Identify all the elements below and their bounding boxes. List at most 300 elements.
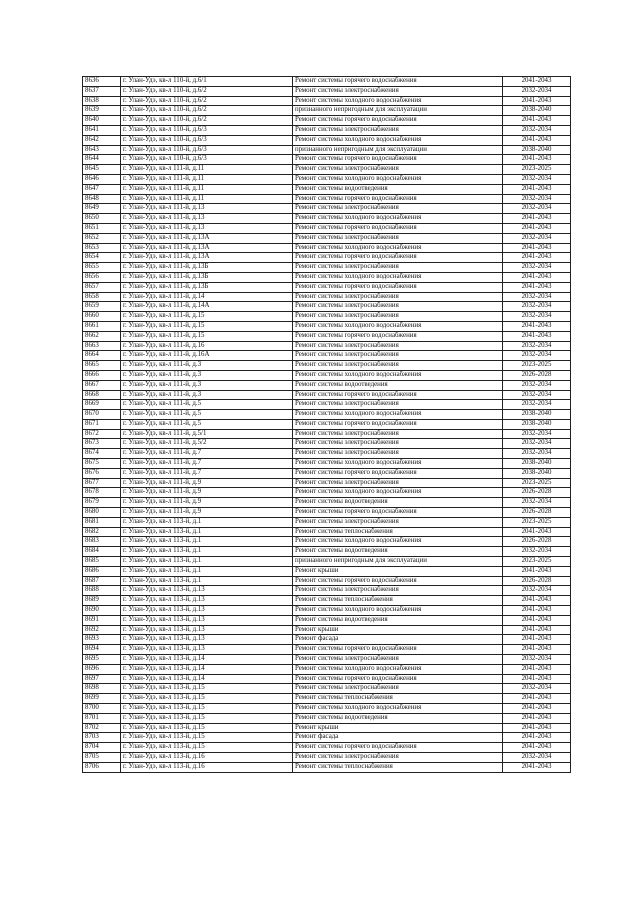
period-cell: 2032-2034 bbox=[503, 174, 571, 184]
table-row bbox=[83, 116, 571, 126]
period-cell: 2041-2043 bbox=[503, 214, 571, 224]
address-cell: г. Улан-Удэ, кв-л 110-й, д.6/3 bbox=[121, 155, 293, 165]
table-row bbox=[83, 77, 571, 87]
address-cell: г. Улан-Удэ, кв-л 113-й, д.13 bbox=[121, 596, 293, 606]
row-number: 8693 bbox=[83, 635, 121, 645]
work-type-cell: Ремонт системы электроснабжения bbox=[293, 429, 503, 439]
address-cell: г. Улан-Удэ, кв-л 110-й, д.6/2 bbox=[121, 86, 293, 96]
work-type-cell: Ремонт фасада bbox=[293, 635, 503, 645]
period-cell: 2041-2043 bbox=[503, 135, 571, 145]
table-row bbox=[83, 596, 571, 606]
address-cell: г. Улан-Удэ, кв-л 111-й, д.13 bbox=[121, 223, 293, 233]
period-cell: 2038-2040 bbox=[503, 468, 571, 478]
table-row bbox=[83, 253, 571, 263]
table-row bbox=[83, 419, 571, 429]
table-row bbox=[83, 752, 571, 762]
row-number: 8663 bbox=[83, 341, 121, 351]
row-number: 8650 bbox=[83, 214, 121, 224]
address-cell: г. Улан-Удэ, кв-л 111-й, д.7 bbox=[121, 449, 293, 459]
table-row bbox=[83, 635, 571, 645]
address-cell: г. Улан-Удэ, кв-л 113-й, д.1 bbox=[121, 557, 293, 567]
table-row bbox=[83, 449, 571, 459]
row-number: 8691 bbox=[83, 615, 121, 625]
work-type-cell: Ремонт системы водоотведения bbox=[293, 615, 503, 625]
work-type-cell: Ремонт системы горячего водоснабжения bbox=[293, 223, 503, 233]
work-type-cell: Ремонт системы электроснабжения bbox=[293, 292, 503, 302]
period-cell: 2026-2028 bbox=[503, 508, 571, 518]
address-cell: г. Улан-Удэ, кв-л 113-й, д.1 bbox=[121, 576, 293, 586]
address-cell: г. Улан-Удэ, кв-л 113-й, д.15 bbox=[121, 694, 293, 704]
table-row bbox=[83, 586, 571, 596]
address-cell: г. Улан-Удэ, кв-л 111-й, д.3 bbox=[121, 380, 293, 390]
address-cell: г. Улан-Удэ, кв-л 113-й, д.15 bbox=[121, 743, 293, 753]
row-number: 8659 bbox=[83, 302, 121, 312]
row-number: 8695 bbox=[83, 655, 121, 665]
period-cell: 2041-2043 bbox=[503, 184, 571, 194]
row-number: 8662 bbox=[83, 331, 121, 341]
row-number: 8694 bbox=[83, 645, 121, 655]
work-type-cell: Ремонт системы холодного водоснабжения bbox=[293, 704, 503, 714]
address-cell: г. Улан-Удэ, кв-л 113-й, д.15 bbox=[121, 684, 293, 694]
address-cell: г. Улан-Удэ, кв-л 110-й, д.6/3 bbox=[121, 145, 293, 155]
table-row bbox=[83, 155, 571, 165]
work-type-cell: Ремонт системы холодного водоснабжения bbox=[293, 272, 503, 282]
work-type-cell: Ремонт системы электроснабжения bbox=[293, 684, 503, 694]
row-number: 8679 bbox=[83, 498, 121, 508]
address-cell: г. Улан-Удэ, кв-л 110-й, д.6/1 bbox=[121, 77, 293, 87]
work-type-cell: Ремонт системы горячего водоснабжения bbox=[293, 576, 503, 586]
row-number: 8698 bbox=[83, 684, 121, 694]
work-type-cell: Ремонт системы горячего водоснабжения bbox=[293, 155, 503, 165]
address-cell: г. Улан-Удэ, кв-л 113-й, д.1 bbox=[121, 527, 293, 537]
address-cell: г. Улан-Удэ, кв-л 111-й, д.13 bbox=[121, 214, 293, 224]
table-row bbox=[83, 429, 571, 439]
work-type-cell: Ремонт системы горячего водоснабжения bbox=[293, 253, 503, 263]
row-number: 8686 bbox=[83, 566, 121, 576]
table-row bbox=[83, 106, 571, 116]
address-cell: г. Улан-Удэ, кв-л 111-й, д.13А bbox=[121, 233, 293, 243]
row-number: 8692 bbox=[83, 625, 121, 635]
row-number: 8637 bbox=[83, 86, 121, 96]
work-type-cell: Ремонт системы горячего водоснабжения bbox=[293, 282, 503, 292]
period-cell: 2041-2043 bbox=[503, 743, 571, 753]
address-cell: г. Улан-Удэ, кв-л 111-й, д.14 bbox=[121, 292, 293, 302]
period-cell: 2032-2034 bbox=[503, 125, 571, 135]
address-cell: г. Улан-Удэ, кв-л 111-й, д.15 bbox=[121, 312, 293, 322]
table-row bbox=[83, 341, 571, 351]
row-number: 8678 bbox=[83, 488, 121, 498]
work-type-cell: Ремонт системы теплоснабжения bbox=[293, 694, 503, 704]
address-cell: г. Улан-Удэ, кв-л 113-й, д.1 bbox=[121, 566, 293, 576]
row-number: 8653 bbox=[83, 243, 121, 253]
row-number: 8641 bbox=[83, 125, 121, 135]
work-type-cell: Ремонт системы горячего водоснабжения bbox=[293, 194, 503, 204]
period-cell: 2038-2040 bbox=[503, 459, 571, 469]
address-cell: г. Улан-Удэ, кв-л 113-й, д.13 bbox=[121, 586, 293, 596]
table-row bbox=[83, 400, 571, 410]
row-number: 8656 bbox=[83, 272, 121, 282]
table-row bbox=[83, 527, 571, 537]
period-cell: 2041-2043 bbox=[503, 635, 571, 645]
period-cell: 2038-2040 bbox=[503, 419, 571, 429]
table-row bbox=[83, 370, 571, 380]
row-number: 8639 bbox=[83, 106, 121, 116]
row-number: 8668 bbox=[83, 390, 121, 400]
address-cell: г. Улан-Удэ, кв-л 111-й, д.13Б bbox=[121, 272, 293, 282]
work-type-cell: Ремонт системы теплоснабжения bbox=[293, 527, 503, 537]
work-type-cell: Ремонт фасада bbox=[293, 733, 503, 743]
table-body bbox=[83, 77, 571, 773]
work-type-cell: Ремонт системы горячего водоснабжения bbox=[293, 674, 503, 684]
work-type-cell: Ремонт системы горячего водоснабжения bbox=[293, 743, 503, 753]
row-number: 8681 bbox=[83, 517, 121, 527]
table-row bbox=[83, 459, 571, 469]
period-cell: 2026-2028 bbox=[503, 488, 571, 498]
row-number: 8667 bbox=[83, 380, 121, 390]
table-row bbox=[83, 184, 571, 194]
table-row bbox=[83, 233, 571, 243]
table-row bbox=[83, 713, 571, 723]
table-row bbox=[83, 86, 571, 96]
period-cell: 2032-2034 bbox=[503, 752, 571, 762]
table-row bbox=[83, 704, 571, 714]
work-type-cell: Ремонт системы водоотведения bbox=[293, 498, 503, 508]
row-number: 8703 bbox=[83, 733, 121, 743]
table-row bbox=[83, 204, 571, 214]
period-cell: 2032-2034 bbox=[503, 586, 571, 596]
work-type-cell: Ремонт системы электроснабжения bbox=[293, 263, 503, 273]
work-type-cell: Ремонт системы холодного водоснабжения bbox=[293, 96, 503, 106]
address-cell: г. Улан-Удэ, кв-л 113-й, д.13 bbox=[121, 635, 293, 645]
period-cell: 2038-2040 bbox=[503, 410, 571, 420]
table-row bbox=[83, 351, 571, 361]
row-number: 8684 bbox=[83, 547, 121, 557]
period-cell: 2041-2043 bbox=[503, 733, 571, 743]
address-cell: г. Улан-Удэ, кв-л 113-й, д.15 bbox=[121, 704, 293, 714]
address-cell: г. Улан-Удэ, кв-л 113-й, д.13 bbox=[121, 625, 293, 635]
period-cell: 2041-2043 bbox=[503, 223, 571, 233]
period-cell: 2032-2034 bbox=[503, 449, 571, 459]
work-type-cell: Ремонт системы электроснабжения bbox=[293, 478, 503, 488]
period-cell: 2032-2034 bbox=[503, 194, 571, 204]
table-row bbox=[83, 576, 571, 586]
work-type-cell: Ремонт системы теплоснабжения bbox=[293, 596, 503, 606]
row-number: 8638 bbox=[83, 96, 121, 106]
row-number: 8671 bbox=[83, 419, 121, 429]
row-number: 8682 bbox=[83, 527, 121, 537]
work-type-cell: Ремонт системы электроснабжения bbox=[293, 125, 503, 135]
address-cell: г. Улан-Удэ, кв-л 111-й, д.5 bbox=[121, 410, 293, 420]
period-cell: 2041-2043 bbox=[503, 272, 571, 282]
address-cell: г. Улан-Удэ, кв-л 113-й, д.1 bbox=[121, 547, 293, 557]
row-number: 8706 bbox=[83, 762, 121, 772]
work-type-cell: Ремонт системы водоотведения bbox=[293, 547, 503, 557]
address-cell: г. Улан-Удэ, кв-л 113-й, д.14 bbox=[121, 655, 293, 665]
row-number: 8645 bbox=[83, 165, 121, 175]
table-row bbox=[83, 557, 571, 567]
period-cell: 2026-2028 bbox=[503, 576, 571, 586]
table-row bbox=[83, 145, 571, 155]
period-cell: 2032-2034 bbox=[503, 204, 571, 214]
period-cell: 2038-2040 bbox=[503, 106, 571, 116]
work-type-cell: Ремонт системы горячего водоснабжения bbox=[293, 468, 503, 478]
address-cell: г. Улан-Удэ, кв-л 111-й, д.13 bbox=[121, 204, 293, 214]
work-type-cell: Ремонт системы теплоснабжения bbox=[293, 762, 503, 772]
row-number: 8675 bbox=[83, 459, 121, 469]
work-type-cell: Ремонт системы горячего водоснабжения bbox=[293, 419, 503, 429]
period-cell: 2032-2034 bbox=[503, 341, 571, 351]
address-cell: г. Улан-Удэ, кв-л 111-й, д.3 bbox=[121, 390, 293, 400]
work-type-cell: Ремонт системы холодного водоснабжения bbox=[293, 410, 503, 420]
row-number: 8670 bbox=[83, 410, 121, 420]
work-type-cell: признанного непригодным для эксплуатации bbox=[293, 557, 503, 567]
address-cell: г. Улан-Удэ, кв-л 111-й, д.7 bbox=[121, 459, 293, 469]
table-row bbox=[83, 645, 571, 655]
period-cell: 2023-2025 bbox=[503, 478, 571, 488]
work-type-cell: Ремонт системы электроснабжения bbox=[293, 204, 503, 214]
period-cell: 2032-2034 bbox=[503, 498, 571, 508]
row-number: 8648 bbox=[83, 194, 121, 204]
table-row bbox=[83, 537, 571, 547]
period-cell: 2041-2043 bbox=[503, 116, 571, 126]
work-type-cell: признанного непригодным для эксплуатации bbox=[293, 106, 503, 116]
table-row bbox=[83, 165, 571, 175]
period-cell: 2041-2043 bbox=[503, 606, 571, 616]
period-cell: 2041-2043 bbox=[503, 713, 571, 723]
work-type-cell: Ремонт системы электроснабжения bbox=[293, 400, 503, 410]
period-cell: 2032-2034 bbox=[503, 233, 571, 243]
work-type-cell: Ремонт системы водоотведения bbox=[293, 713, 503, 723]
work-type-cell: Ремонт системы электроснабжения bbox=[293, 302, 503, 312]
row-number: 8696 bbox=[83, 664, 121, 674]
row-number: 8666 bbox=[83, 370, 121, 380]
table-row bbox=[83, 194, 571, 204]
row-number: 8672 bbox=[83, 429, 121, 439]
address-cell: г. Улан-Удэ, кв-л 111-й, д.5/1 bbox=[121, 429, 293, 439]
period-cell: 2032-2034 bbox=[503, 439, 571, 449]
address-cell: г. Улан-Удэ, кв-л 110-й, д.6/2 bbox=[121, 106, 293, 116]
table-row bbox=[83, 762, 571, 772]
address-cell: г. Улан-Удэ, кв-л 111-й, д.3 bbox=[121, 361, 293, 371]
table-row bbox=[83, 625, 571, 635]
row-number: 8657 bbox=[83, 282, 121, 292]
table-row bbox=[83, 468, 571, 478]
period-cell: 2023-2025 bbox=[503, 361, 571, 371]
address-cell: г. Улан-Удэ, кв-л 113-й, д.13 bbox=[121, 606, 293, 616]
work-type-cell: признанного непригодным для эксплуатации bbox=[293, 145, 503, 155]
row-number: 8683 bbox=[83, 537, 121, 547]
period-cell: 2041-2043 bbox=[503, 321, 571, 331]
period-cell: 2041-2043 bbox=[503, 96, 571, 106]
work-type-cell: Ремонт системы электроснабжения bbox=[293, 86, 503, 96]
period-cell: 2041-2043 bbox=[503, 243, 571, 253]
row-number: 8646 bbox=[83, 174, 121, 184]
period-cell: 2038-2040 bbox=[503, 145, 571, 155]
table-row bbox=[83, 125, 571, 135]
row-number: 8690 bbox=[83, 606, 121, 616]
period-cell: 2032-2034 bbox=[503, 429, 571, 439]
work-type-cell: Ремонт системы горячего водоснабжения bbox=[293, 390, 503, 400]
period-cell: 2041-2043 bbox=[503, 253, 571, 263]
work-type-cell: Ремонт системы горячего водоснабжения bbox=[293, 116, 503, 126]
address-cell: г. Улан-Удэ, кв-л 111-й, д.9 bbox=[121, 508, 293, 518]
work-type-cell: Ремонт системы электроснабжения bbox=[293, 517, 503, 527]
period-cell: 2032-2034 bbox=[503, 547, 571, 557]
work-type-cell: Ремонт системы горячего водоснабжения bbox=[293, 331, 503, 341]
work-type-cell: Ремонт системы холодного водоснабжения bbox=[293, 174, 503, 184]
row-number: 8705 bbox=[83, 752, 121, 762]
row-number: 8664 bbox=[83, 351, 121, 361]
table-row bbox=[83, 174, 571, 184]
row-number: 8661 bbox=[83, 321, 121, 331]
address-cell: г. Улан-Удэ, кв-л 111-й, д.15 bbox=[121, 331, 293, 341]
period-cell: 2032-2034 bbox=[503, 655, 571, 665]
work-type-cell: Ремонт системы электроснабжения bbox=[293, 449, 503, 459]
table-row bbox=[83, 566, 571, 576]
table-row bbox=[83, 135, 571, 145]
address-cell: г. Улан-Удэ, кв-л 111-й, д.5/2 bbox=[121, 439, 293, 449]
table-row bbox=[83, 684, 571, 694]
table-row bbox=[83, 488, 571, 498]
row-number: 8669 bbox=[83, 400, 121, 410]
work-type-cell: Ремонт системы электроснабжения bbox=[293, 312, 503, 322]
address-cell: г. Улан-Удэ, кв-л 110-й, д.6/3 bbox=[121, 125, 293, 135]
period-cell: 2041-2043 bbox=[503, 645, 571, 655]
table-row bbox=[83, 361, 571, 371]
row-number: 8673 bbox=[83, 439, 121, 449]
address-cell: г. Улан-Удэ, кв-л 111-й, д.11 bbox=[121, 165, 293, 175]
row-number: 8647 bbox=[83, 184, 121, 194]
period-cell: 2041-2043 bbox=[503, 625, 571, 635]
address-cell: г. Улан-Удэ, кв-л 113-й, д.16 bbox=[121, 752, 293, 762]
repair-schedule-table bbox=[82, 76, 571, 773]
table-row bbox=[83, 282, 571, 292]
address-cell: г. Улан-Удэ, кв-л 111-й, д.3 bbox=[121, 370, 293, 380]
address-cell: г. Улан-Удэ, кв-л 113-й, д.14 bbox=[121, 674, 293, 684]
period-cell: 2032-2034 bbox=[503, 380, 571, 390]
work-type-cell: Ремонт системы холодного водоснабжения bbox=[293, 664, 503, 674]
period-cell: 2026-2028 bbox=[503, 537, 571, 547]
address-cell: г. Улан-Удэ, кв-л 111-й, д.15 bbox=[121, 321, 293, 331]
address-cell: г. Улан-Удэ, кв-л 111-й, д.13А bbox=[121, 243, 293, 253]
work-type-cell: Ремонт системы электроснабжения bbox=[293, 586, 503, 596]
table-row bbox=[83, 331, 571, 341]
table-row bbox=[83, 410, 571, 420]
work-type-cell: Ремонт системы электроснабжения bbox=[293, 233, 503, 243]
period-cell: 2032-2034 bbox=[503, 684, 571, 694]
address-cell: г. Улан-Удэ, кв-л 111-й, д.14А bbox=[121, 302, 293, 312]
period-cell: 2041-2043 bbox=[503, 155, 571, 165]
table-row bbox=[83, 655, 571, 665]
address-cell: г. Улан-Удэ, кв-л 113-й, д.15 bbox=[121, 733, 293, 743]
row-number: 8680 bbox=[83, 508, 121, 518]
work-type-cell: Ремонт системы горячего водоснабжения bbox=[293, 645, 503, 655]
period-cell: 2032-2034 bbox=[503, 263, 571, 273]
table-row bbox=[83, 606, 571, 616]
period-cell: 2041-2043 bbox=[503, 694, 571, 704]
table-row bbox=[83, 390, 571, 400]
address-cell: г. Улан-Удэ, кв-л 113-й, д.15 bbox=[121, 713, 293, 723]
address-cell: г. Улан-Удэ, кв-л 111-й, д.9 bbox=[121, 478, 293, 488]
period-cell: 2032-2034 bbox=[503, 86, 571, 96]
address-cell: г. Улан-Удэ, кв-л 113-й, д.15 bbox=[121, 723, 293, 733]
work-type-cell: Ремонт системы холодного водоснабжения bbox=[293, 459, 503, 469]
table-row bbox=[83, 743, 571, 753]
work-type-cell: Ремонт системы электроснабжения bbox=[293, 361, 503, 371]
address-cell: г. Улан-Удэ, кв-л 111-й, д.16 bbox=[121, 341, 293, 351]
period-cell: 2041-2043 bbox=[503, 596, 571, 606]
row-number: 8704 bbox=[83, 743, 121, 753]
work-type-cell: Ремонт системы холодного водоснабжения bbox=[293, 135, 503, 145]
row-number: 8701 bbox=[83, 713, 121, 723]
work-type-cell: Ремонт системы электроснабжения bbox=[293, 341, 503, 351]
row-number: 8636 bbox=[83, 77, 121, 87]
period-cell: 2041-2043 bbox=[503, 674, 571, 684]
work-type-cell: Ремонт системы электроснабжения bbox=[293, 752, 503, 762]
row-number: 8665 bbox=[83, 361, 121, 371]
row-number: 8640 bbox=[83, 116, 121, 126]
address-cell: г. Улан-Удэ, кв-л 111-й, д.11 bbox=[121, 184, 293, 194]
table-row bbox=[83, 694, 571, 704]
table-row bbox=[83, 302, 571, 312]
period-cell: 2023-2025 bbox=[503, 517, 571, 527]
table-row bbox=[83, 214, 571, 224]
row-number: 8644 bbox=[83, 155, 121, 165]
period-cell: 2041-2043 bbox=[503, 664, 571, 674]
row-number: 8699 bbox=[83, 694, 121, 704]
table-row bbox=[83, 664, 571, 674]
address-cell: г. Улан-Удэ, кв-л 111-й, д.7 bbox=[121, 468, 293, 478]
table-row bbox=[83, 723, 571, 733]
table-row bbox=[83, 312, 571, 322]
row-number: 8688 bbox=[83, 586, 121, 596]
period-cell: 2023-2025 bbox=[503, 165, 571, 175]
address-cell: г. Улан-Удэ, кв-л 111-й, д.13Б bbox=[121, 282, 293, 292]
work-type-cell: Ремонт системы горячего водоснабжения bbox=[293, 508, 503, 518]
address-cell: г. Улан-Удэ, кв-л 110-й, д.6/2 bbox=[121, 116, 293, 126]
work-type-cell: Ремонт системы холодного водоснабжения bbox=[293, 537, 503, 547]
work-type-cell: Ремонт системы горячего водоснабжения bbox=[293, 77, 503, 87]
address-cell: г. Улан-Удэ, кв-л 111-й, д.11 bbox=[121, 194, 293, 204]
address-cell: г. Улан-Удэ, кв-л 113-й, д.13 bbox=[121, 645, 293, 655]
row-number: 8642 bbox=[83, 135, 121, 145]
period-cell: 2041-2043 bbox=[503, 704, 571, 714]
period-cell: 2041-2043 bbox=[503, 762, 571, 772]
period-cell: 2032-2034 bbox=[503, 351, 571, 361]
period-cell: 2032-2034 bbox=[503, 292, 571, 302]
table-row bbox=[83, 674, 571, 684]
row-number: 8677 bbox=[83, 478, 121, 488]
period-cell: 2041-2043 bbox=[503, 282, 571, 292]
row-number: 8652 bbox=[83, 233, 121, 243]
work-type-cell: Ремонт системы холодного водоснабжения bbox=[293, 370, 503, 380]
period-cell: 2032-2034 bbox=[503, 312, 571, 322]
period-cell: 2032-2034 bbox=[503, 400, 571, 410]
period-cell: 2032-2034 bbox=[503, 390, 571, 400]
row-number: 8655 bbox=[83, 263, 121, 273]
table-row bbox=[83, 508, 571, 518]
table-row bbox=[83, 96, 571, 106]
table-row bbox=[83, 439, 571, 449]
row-number: 8674 bbox=[83, 449, 121, 459]
row-number: 8651 bbox=[83, 223, 121, 233]
table-row bbox=[83, 498, 571, 508]
address-cell: г. Улан-Удэ, кв-л 110-й, д.6/3 bbox=[121, 135, 293, 145]
address-cell: г. Улан-Удэ, кв-л 113-й, д.14 bbox=[121, 664, 293, 674]
address-cell: г. Улан-Удэ, кв-л 111-й, д.11 bbox=[121, 174, 293, 184]
period-cell: 2023-2025 bbox=[503, 557, 571, 567]
period-cell: 2041-2043 bbox=[503, 331, 571, 341]
